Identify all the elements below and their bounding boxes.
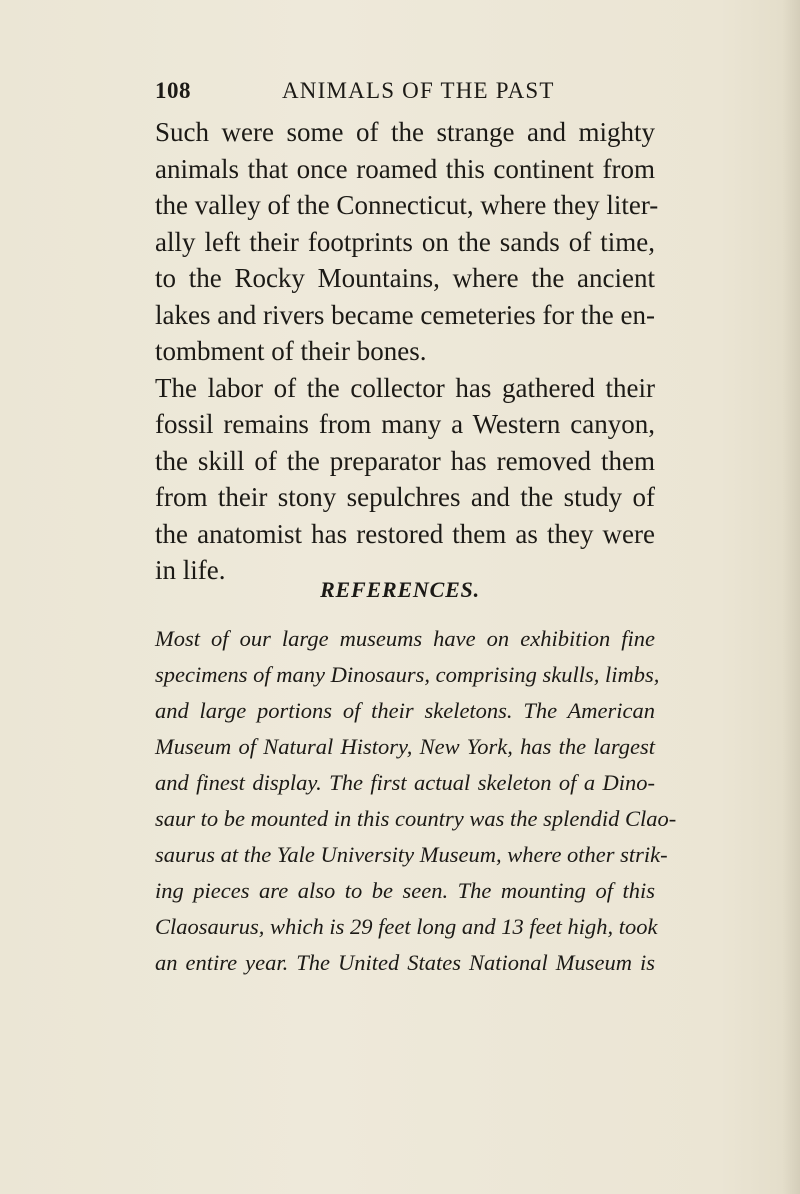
body-line: fossil remains from many a Western canyon,: [155, 409, 655, 439]
references-line: Most of our large museums have on exhibition fine: [155, 626, 655, 651]
body-paragraphs: [155, 114, 659, 589]
references-line: Claosaurus, which is 29 feet long and 13 feet high, took: [155, 914, 658, 939]
body-line: lakes and rivers became cemeteries for the en-: [155, 299, 655, 330]
body-line: from their stony sepulchres and the study of: [155, 482, 655, 512]
references-line: Museum of Natural History, New York, has the largest: [155, 734, 655, 759]
body-line: animals that once roamed this continent from: [155, 153, 655, 184]
body-line: the anatomist has restored them as they were: [155, 518, 655, 549]
references-line: an entire year. The United States National Museum is: [155, 950, 655, 975]
references-line: saur to be mounted in this country was the splendid Clao-: [155, 806, 677, 831]
running-title: ANIMALS OF THE PAST: [282, 78, 555, 103]
references-line: and finest display. The first actual skeleton of a Dino-: [155, 770, 655, 795]
page-number: 108: [155, 78, 191, 103]
running-head: [155, 78, 607, 112]
body-line: the valley of the Connecticut, where they liter-: [155, 190, 659, 220]
body-line: in life.: [155, 555, 226, 585]
body-line: Such were some of the strange and mighty: [155, 117, 655, 147]
body-line: ally left their footprints on the sands of time,: [155, 226, 655, 257]
body-line: to the Rocky Mountains, where the ancient: [155, 263, 655, 293]
references-heading: REFERENCES.: [320, 577, 480, 602]
references-line: specimens of many Dinosaurs, comprising skulls, limbs,: [155, 662, 660, 687]
references-line: ing pieces are also to be seen. The mounting of this: [155, 878, 655, 903]
body-line: the skill of the preparator has removed them: [155, 445, 655, 476]
references-line: and large portions of their skeletons. The American: [155, 698, 655, 723]
references-line: saurus at the Yale University Museum, where other strik-: [155, 842, 668, 867]
body-line: tombment of their bones.: [155, 336, 427, 366]
references-paragraph: [155, 621, 677, 981]
body-line: The labor of the collector has gathered their: [155, 372, 655, 403]
